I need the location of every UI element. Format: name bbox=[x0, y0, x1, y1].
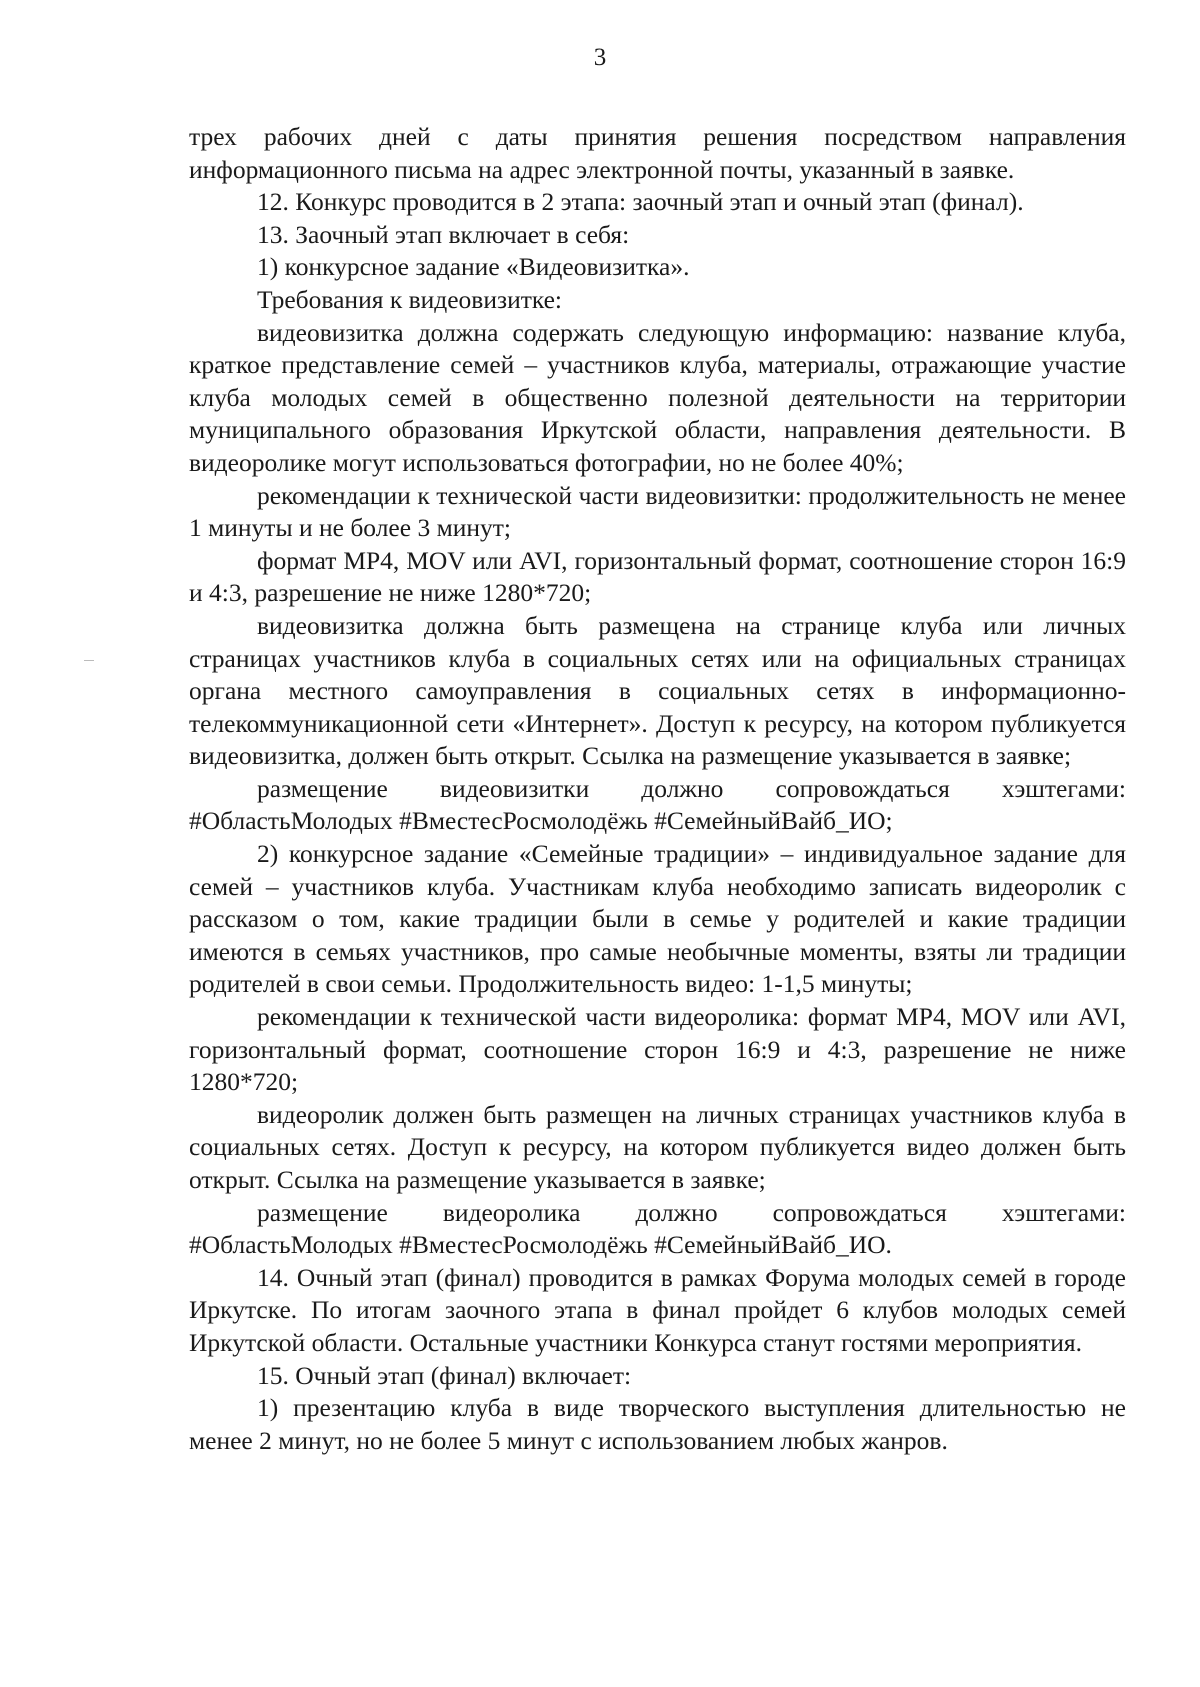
scan-artifact bbox=[84, 660, 94, 661]
paragraph: трех рабочих дней с даты принятия решения посредством направления информационного письма на адрес электронной почты, указанный в заявке. bbox=[189, 122, 1126, 184]
paragraph: 12. Конкурс проводится в 2 этапа: заочный этап и очный этап (финал). bbox=[257, 187, 1024, 217]
paragraph: Требования к видеовизитке: bbox=[257, 284, 563, 314]
paragraph: 1) конкурсное задание «Видеовизитка». bbox=[257, 252, 690, 282]
document-body bbox=[189, 121, 1126, 1457]
paragraph: 14. Очный этап (финал) проводится в рамках Форума молодых семей в городе Иркутске. По итогам заочного этапа в финал пройдет 6 клубов молодых семей Иркутской области. Остальные участники Конкурса станут гостями мероприятия. bbox=[189, 1262, 1126, 1357]
paragraph: размещение видеоролика должно сопровождаться хэштегами: #ОбластьМолодых #ВместесРосмолодёжь #СемейныйВайб_ИО. bbox=[189, 1197, 1126, 1260]
paragraph: видеоролик должен быть размещен на личных страницах участников клуба в социальных сетях. Доступ к ресурсу, на котором публикуется видео должен быть открыт. Ссылка на размещение указывается в заявке; bbox=[189, 1099, 1126, 1194]
paragraph: рекомендации к технической части видеоролика: формат MP4, MOV или AVI, горизонтальный формат, соотношение сторон 16:9 и 4:3, разрешение не ниже 1280*720; bbox=[189, 1002, 1126, 1097]
paragraph: видеовизитка должна быть размещена на странице клуба или личных страницах участников клуба в социальных сетях или на официальных страницах органа местного самоуправления в социальных сетях в информационно-телекоммуникационной сети «Интернет». Доступ к ресурсу, на котором публикуется видеовизитка, должен быть открыт. Ссылка на размещение указывается в заявке; bbox=[189, 610, 1126, 771]
paragraph: рекомендации к технической части видеовизитки: продолжительность не менее 1 минуты и не более 3 минут; bbox=[189, 480, 1126, 543]
paragraph: 13. Заочный этап включает в себя: bbox=[257, 219, 630, 249]
paragraph: 2) конкурсное задание «Семейные традиции» – индивидуальное задание для семей – участников клуба. Участникам клуба необходимо записать видеоролик с рассказом о том, какие традиции были в семье у родителей и какие традиции имеются в семьях участников, про самые необычные моменты, взяты ли традиции родителей в свои семьи. Продолжительность видео: 1-1,5 минуты; bbox=[189, 839, 1126, 999]
paragraph: формат MP4, MOV или AVI, горизонтальный формат, соотношение сторон 16:9 и 4:3, разрешение не ниже 1280*720; bbox=[189, 545, 1126, 608]
paragraph: 1) презентацию клуба в виде творческого выступления длительностью не менее 2 минут, но не более 5 минут с использованием любых жанров. bbox=[189, 1393, 1126, 1455]
paragraph: размещение видеовизитки должно сопровождаться хэштегами: #ОбластьМолодых #ВместесРосмолодёжь #СемейныйВайб_ИО; bbox=[189, 773, 1126, 836]
paragraph: видеовизитка должна содержать следующую информацию: название клуба, краткое представление семей – участников клуба, материалы, отражающие участие клуба молодых семей в общественно полезной деятельности на территории муниципального образования Иркутской области, направления деятельности. В видеоролике могут использоваться фотографии, но не более 40%; bbox=[189, 317, 1126, 477]
paragraph: 15. Очный этап (финал) включает: bbox=[257, 1360, 632, 1390]
page-number: 3 bbox=[593, 44, 607, 71]
